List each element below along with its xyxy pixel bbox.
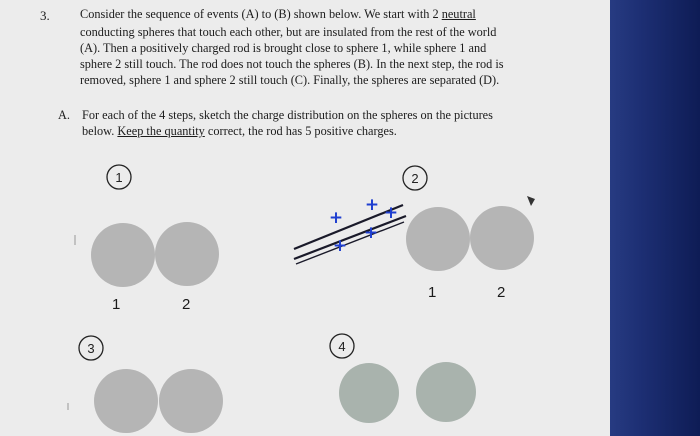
step-1-sphere-1: [91, 223, 155, 287]
step-3-sphere-1: [94, 369, 158, 433]
step-1-marker: [107, 165, 131, 189]
step-3-sphere-2: [159, 369, 223, 433]
rod-charges: [329, 195, 398, 256]
step-3-marker: [79, 336, 103, 360]
keep-quantity-underlined: Keep the quantity: [117, 124, 205, 138]
rod-plus-charge: +: [383, 203, 399, 223]
part-a-label: A.: [58, 108, 70, 122]
step-4-sphere-2: [416, 362, 476, 422]
question-line-5: removed, sphere 1 and sphere 2 still touch (C). Finally, the spheres are separated (D).: [80, 73, 500, 87]
part-a-line-2-suffix: correct, the rod has 5 positive charges.: [204, 124, 397, 138]
part-a-line-1: For each of the 4 steps, sketch the charge distribution on the spheres on the pictures: [82, 108, 493, 122]
step-1-marker-text: 1: [115, 170, 123, 185]
step-4-marker-text: 4: [338, 339, 346, 354]
step-2-sphere-2: [470, 206, 534, 270]
question-line-3: (A). Then a positively charged rod is brought close to sphere 1, while sphere 1 and: [80, 41, 487, 55]
neutral-underlined: neutral: [441, 7, 476, 21]
part-a-line-2-prefix: below.: [82, 124, 118, 138]
step-4-sphere-1: [339, 363, 399, 423]
question-line-4: sphere 2 still touch. The rod does not touch the spheres (B). In the next step, the rod is: [80, 57, 504, 71]
rod-plus-charge: +: [363, 223, 379, 243]
step-2-label-sphere-2: 2: [497, 284, 506, 301]
step-1-label-sphere-1: 1: [112, 296, 121, 313]
step-3-marker-text: 3: [87, 341, 95, 356]
step-1-sphere-2: [155, 222, 219, 286]
step-2-sphere-1: [406, 207, 470, 271]
step-2-label-sphere-1: 1: [428, 284, 437, 301]
step-2-marker-text: 2: [411, 171, 419, 186]
cursor-arrow-icon: [527, 196, 535, 206]
question-line-2: conducting spheres that touch each other, but are insulated from the rest of the world: [80, 25, 497, 39]
step-4-marker: [330, 334, 354, 358]
question-number: 3.: [40, 8, 50, 23]
rod-plus-charge: +: [364, 195, 380, 215]
step-1-label-sphere-2: 2: [182, 296, 191, 313]
question-line-1-text: Consider the sequence of events (A) to (B) shown below. We start with 2: [80, 7, 442, 21]
step-2-marker: [403, 166, 427, 190]
rod-plus-charge: +: [328, 208, 344, 228]
rod-plus-charge: +: [332, 236, 348, 256]
